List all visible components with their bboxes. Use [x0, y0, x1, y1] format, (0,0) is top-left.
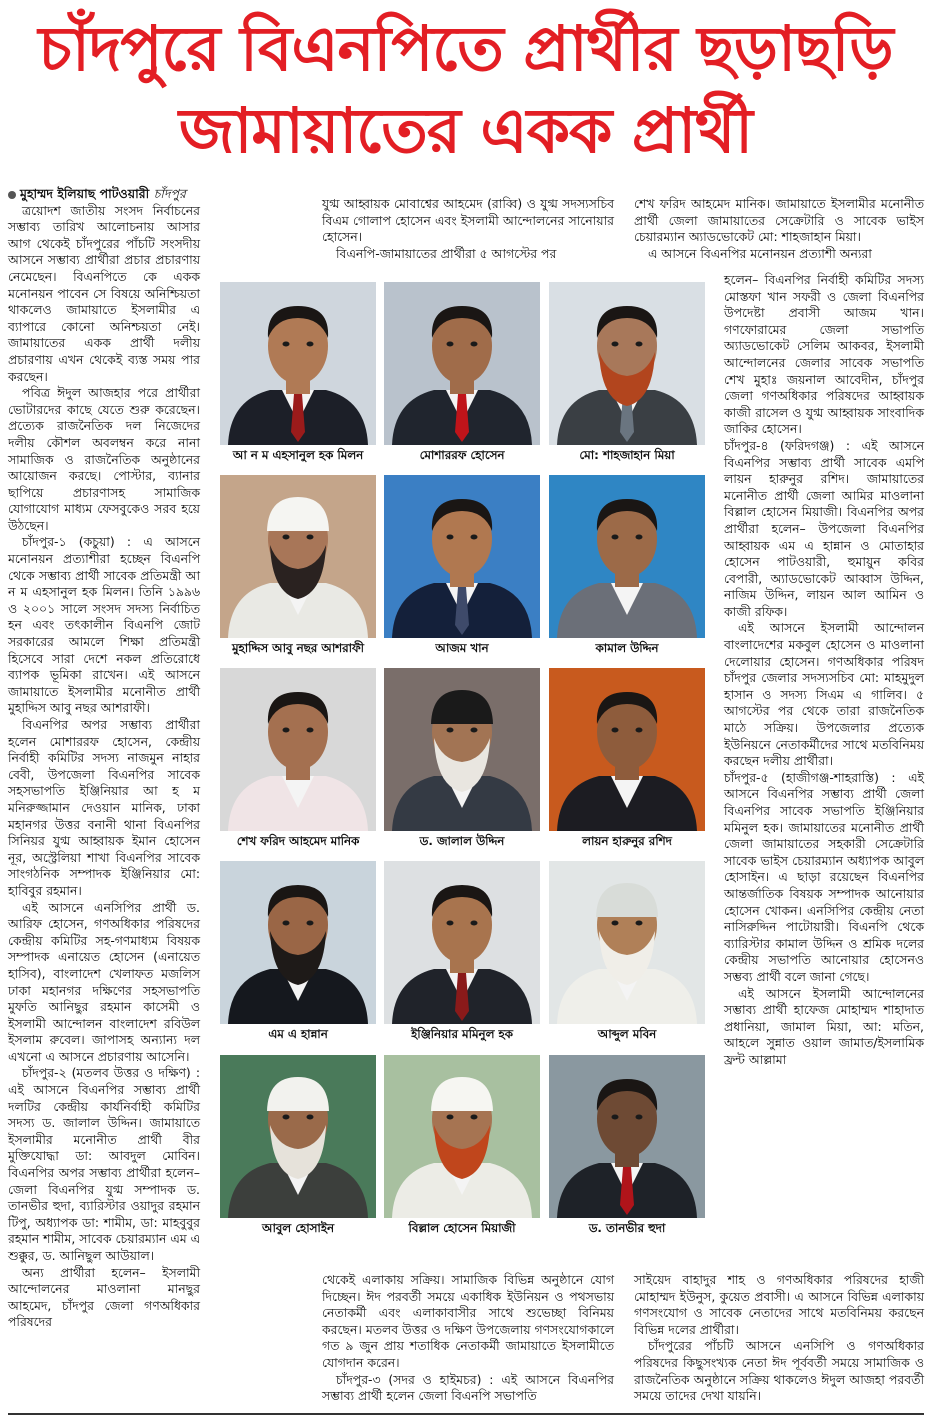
portrait-illustration	[384, 282, 540, 445]
paragraph: বিএনপির অপর সম্ভাব্য প্রার্থীরা হলেন মোশাররফ হোসেন, কেন্দ্রীয় নির্বাহী কমিটির সদস্য নাজমুন নাহার বেবী, উপজেলা বিএনপির সাবেক সহসভাপতি ইঞ্জিনিয়ার আ হ ম মনিরুজ্জামান দেওয়ান মানিক, ঢাকা মহানগর উত্তর বনানী থানা বিএনপির সিনিয়র যুগ্ম আহ্বায়ক ইমান হোসেন নূর, অস্ট্রেলিয়া শাখা বিএনপির সাবেক সাংগঠনিক সম্পাদক ইঞ্জিনিয়ার মো: হাবিবুর রহমান।	[8, 717, 200, 898]
portrait-illustration	[384, 1055, 540, 1218]
candidate-photo	[384, 475, 540, 638]
portrait-illustration	[220, 475, 376, 638]
photo-caption: ইঞ্জিনিয়ার মমিনুল হক	[411, 1027, 513, 1041]
candidate-photo	[220, 861, 376, 1024]
photo-caption: বিল্লাল হোসেন মিয়াজী	[408, 1221, 516, 1235]
paragraph: চাঁদপুর-৩ (সদর ও হাইমচর) : এই আসনে বিএনপির সম্ভাব্য প্রার্থী হলেন জেলা বিএনপি সভাপতি	[322, 1371, 614, 1404]
portrait-illustration	[220, 1055, 376, 1218]
candidate-photo	[384, 861, 540, 1024]
candidate-photo	[384, 282, 540, 445]
photo-caption: ড. জালাল উদ্দিন	[419, 834, 505, 848]
portrait-illustration	[220, 668, 376, 831]
portrait-illustration	[384, 861, 540, 1024]
article-column-3-bottom	[634, 1272, 924, 1405]
candidate-photo	[220, 475, 376, 638]
paragraph: চাঁদপুর-২ (মতলব উত্তর ও দক্ষিণ) : এই আসনে বিএনপির সম্ভাব্য প্রার্থী দলটির কেন্দ্রীয় কার্যনির্বাহী কমিটির সদস্য ড. জালাল উদ্দিন। জামায়াতে ইসলামীর মনোনীত প্রার্থী বীর মুক্তিযোদ্ধা ডা: আবদুল মোবিন। বিএনপির অপর সম্ভাব্য প্রার্থীরা হলেন– জেলা বিএনপির যুগ্ম সম্পাদক ড. তানভীর হুদা, ব্যারিস্টার ওয়াদুর রহমান টিপু, অধ্যাপক ডা: শামীম, ডা: মাহবুবুর রহমান শামীম, সাবেক চেয়ারম্যান এম এ শুক্কুর, ড. আনিছুল আউয়াল।	[8, 1065, 200, 1263]
photo-caption: শেখ ফরিদ আহমেদ মানিক	[236, 834, 360, 848]
bullet-icon	[8, 191, 16, 199]
paragraph: এই আসনে ইসলামী আন্দোলনের সম্ভাব্য প্রার্থী হাফেজ মোহাম্মদ শাহাদাত প্রধানিয়া, জামাল মিয়া, আ: মতিন, আহলে সুন্নাত ওয়াল জামাত/ইসলামিক ফ্রন্ট আল্লামা	[724, 985, 924, 1067]
photo-caption: ড. তানভীর হুদা	[588, 1221, 666, 1235]
candidate-photo	[549, 861, 705, 1024]
photo-caption: আজম খান	[435, 641, 489, 655]
portrait-illustration	[549, 475, 705, 638]
article-column-3-side	[724, 272, 924, 1069]
portrait-illustration	[384, 668, 540, 831]
photo-caption: মোশাররফ হোসেন	[419, 448, 505, 462]
candidate-photo	[549, 1055, 705, 1218]
paragraph: হলেন– বিএনপির নির্বাহী কমিটির সদস্য মোস্তফা খান সফরী ও জেলা বিএনপির উপদেষ্টা প্রবাসী আজম খান। গণফোরামের জেলা সভাপতি অ্যাডভোকেট সেলিম আকবর, ইসলামী আন্দোলনের জেলার সাবেক সভাপতি শেখ মুহাঃ জয়নাল আবেদীন, চাঁদপুর জেলা গণঅধিকার পরিষদের আহ্বায়ক কাজী রাসেল ও যুগ্ম আহ্বায়ক সাংবাদিক জাকির হোসেন।	[724, 272, 924, 437]
article-column-2-bottom	[322, 1272, 614, 1405]
byline-author: মুহাম্মদ ইলিয়াছ পাটওয়ারী	[20, 186, 150, 201]
photo-caption: লায়ন হারুনুর রশিদ	[582, 834, 672, 848]
paragraph: অন্য প্রার্থীরা হলেন– ইসলামী আন্দোলনের মাওলানা মানছুর আহমেদ, চাঁদপুর জেলা গণঅধিকার পরিষদের	[8, 1264, 200, 1330]
byline	[8, 186, 200, 203]
paragraph: বিএনপি-জামায়াতের প্রার্থীরা ৫ আগস্টের পর	[336, 245, 557, 261]
paragraph: এই আসনে ইসলামী আন্দোলন বাংলাদেশের মকবুল হোসেন ও মাওলানা দেলোয়ার হোসেন। গণঅধিকার পরিষদ চাঁদপুর জেলার সদস্যসচিব মো: মাহমুদুল হাসান ও সদস্য সিএম এ গালিব। ৫ আগস্টের পর থেকে তারা রাজনৈতিক মাঠে সক্রিয়। উপজেলার প্রত্যেক ইউনিয়নে নেতাকর্মীদের সাথে মতবিনিময় করছেন দলীয় প্রার্থীরা।	[724, 620, 924, 769]
portrait-illustration	[549, 1055, 705, 1218]
candidate-photo	[549, 282, 705, 445]
portrait-illustration	[220, 861, 376, 1024]
paragraph: চাঁদপুর-৪ (ফরিদগঞ্জ) : এই আসনে বিএনপির সম্ভাব্য প্রার্থী সাবেক এমপি লায়ন হারুনুর রশিদ। জামায়াতের মনোনীত প্রার্থী জেলা আমির মাওলানা বিল্লাল হোসেন মিয়াজী। বিএনপির অপর প্রার্থীরা হলেন– উপজেলা বিএনপির আহ্বায়ক এম এ হান্নান ও মোতাহার হোসেন পাটওয়ারী, হুমায়ুন কবির বেপারী, অ্যাডভোকেট আব্বাস উদ্দিন, নাজিম উদ্দিন, লায়ন আল আমিন ও কাজী রফিক।	[724, 437, 924, 619]
paragraph: এ আসনে বিএনপির মনোনয়ন প্রত্যাশী অন্যরা	[648, 245, 872, 261]
paragraph: চাঁদপুর-৫ (হাজীগঞ্জ-শাহরাস্তি) : এই আসনে বিএনপির সম্ভাব্য প্রার্থী জেলা বিএনপির সাবেক সভাপতি ইঞ্জিনিয়ার মমিনুল হক। জামায়াতের মনোনীত প্রার্থী জেলা জামায়াতের সহকারী সেক্রেটারি সাবেক ভাইস চেয়ারম্যান অধ্যাপক আবুল হোসাইন। এ ছাড়া রয়েছেন বিএনপির আন্তর্জাতিক বিষয়ক সম্পাদক আনোয়ার হোসেন খোকন। এনসিপির কেন্দ্রীয় নেতা নাসিরুদ্দিন পাটোয়ারী। বিএনপি থেকে ব্যারিস্টার কামাল উদ্দিন ও শ্রমিক দলের কেন্দ্রীয় সভাপতি আনোয়ার হোসেনও সম্ভব্য প্রার্থী বলে জানা গেছে।	[724, 769, 924, 984]
paragraph: সাইয়েদ বাহাদুর শাহ ও গণঅধিকার পরিষদের হাজী মোহাম্মদ ইউনুস, কুয়েত প্রবাসী। এ আসনে বিভিন্ন এলাকায় গণসংযোগ ও সাবেক নেতাদের সাথে মতবিনিময় করছেন বিভিন্ন দলের প্রার্থীরা।	[634, 1272, 924, 1337]
paragraph: চাঁদপুরের পাঁচটি আসনে এনসিপি ও গণঅধিকার পরিষদের কিছুসংখ্যক নেতা ঈদ পূর্ববর্তী সময়ে সামাজিক ও রাজনৈতিক অনুষ্ঠানে সক্রিয় থাকলেও ঈদুল আজহা পরবর্তী সময়ে তাদের দেখা যায়নি।	[634, 1338, 924, 1404]
headline-line-1: চাঁদপুরে বিএনপিতে প্রার্থীর ছড়াছড়ি	[38, 12, 893, 85]
byline-city: চাঁদপুর	[153, 186, 186, 201]
bottom-divider	[8, 1413, 924, 1415]
paragraph: যুগ্ম আহ্বায়ক মোবাশ্বের আহমেদ (রাব্বি) ও যুগ্ম সদস্যসচিব বিএম গোলাপ হোসেন এবং ইসলামী আন্দোলনের সানোয়ার হোসেন।	[322, 196, 614, 245]
candidate-photo	[549, 668, 705, 831]
portrait-illustration	[220, 282, 376, 445]
photo-caption: মুহাদ্দিস আবু নছর আশরাফী	[231, 641, 365, 655]
photo-caption: আ ন ম এহসানুল হক মিলন	[232, 448, 364, 462]
candidate-photo	[384, 1055, 540, 1218]
candidate-photo	[549, 475, 705, 638]
portrait-illustration	[549, 282, 705, 445]
photo-caption: আবুল হোসাইন	[261, 1221, 335, 1235]
photo-caption: কামাল উদ্দিন	[595, 641, 659, 655]
paragraph: এই আসনে এনসিপির প্রার্থী ড. আরিফ হোসেন, গণঅধিকার পরিষদের কেন্দ্রীয় কমিটির সহ-গণমাধ্যম বিষয়ক সম্পাদক এনায়েত হোসেন (এনায়েত হাসিব), বাংলাদেশ খেলাফত মজলিস ঢাকা মহানগর দক্ষিণের সহসভাপতি মুফতি আনিছুর রহমান কাসেমী ও ইসলামী আন্দোলন বাংলাদেশ রবিউল ইসলাম রুবেল। জাপাসহ অন্যান্য দল এখনো এ আসনে প্রচারণায় আসেনি।	[8, 899, 200, 1064]
paragraph: পবিত্র ঈদুল আজহার পরে প্রার্থীরা ভোটারদের কাছে যেতে শুরু করেছেন। প্রত্যেক রাজনৈতিক দল নিজেদের দলীয় কৌশল অবলম্বন করে নানা সামাজিক ও রাজনৈতিক অনুষ্ঠানের আয়োজন করছে। পোস্টার, ব্যানার ছাপিয়ে প্রচারণাসহ সামাজিক যোগাযোগ মাধ্যম ফেসবুকেও সরব হয়ে উঠছেন।	[8, 385, 200, 533]
portrait-illustration	[549, 668, 705, 831]
paragraph: থেকেই এলাকায় সক্রিয়। সামাজিক বিভিন্ন অনুষ্ঠানে যোগ দিচ্ছেন। ঈদ পরবর্তী সময়ে একাধিক ইউনিয়ন ও পথসভায় নেতাকর্মী এবং এলাকাবাসীর সাথে শুভেচ্ছা বিনিময় করছেন। মতলব উত্তর ও দক্ষিণ উপজেলায় গণসংযোগকালে গত ৯ জুন প্রায় শতাধিক নেতাকর্মী জামায়াতে ইসলামীতে যোগদান করেন।	[322, 1272, 614, 1370]
article-column-3-top	[634, 196, 924, 262]
candidate-photo	[220, 668, 376, 831]
photo-caption: আব্দুল মবিন	[597, 1027, 657, 1041]
candidate-photo	[384, 668, 540, 831]
paragraph: চাঁদপুর-১ (কচুয়া) : এ আসনে মনোনয়ন প্রত্যাশীরা হচ্ছেন বিএনপি থেকে সম্ভাব্য প্রার্থী সাবেক প্রতিমন্ত্রী আ ন ম এহসানুল হক মিলন। তিনি ১৯৯৬ ও ২০০১ সালে সংসদ সদস্য নির্বাচিত হন এবং তৎকালীন বিএনপি জোট সরকারের আমলে শিক্ষা প্রতিমন্ত্রী হিসেবে সারা দেশে নকল প্রতিরোধে ব্যাপক ভূমিকা রাখেন। এই আসনে জামায়াতে ইসলামীর মনোনীত প্রার্থী মুহাদ্দিস আবু নছর আশরাফী।	[8, 534, 200, 716]
portrait-illustration	[384, 475, 540, 638]
headline-line-2: জামায়াতের একক প্রার্থী	[178, 94, 753, 167]
photo-caption: এম এ হান্নান	[268, 1027, 328, 1041]
paragraph: শেখ ফরিদ আহমেদ মানিক। জামায়াতে ইসলামীর মনোনীত প্রার্থী জেলা জামায়াতের সেক্রেটারি ও সাবেক ভাইস চেয়ারম্যান অ্যাডভোকেট মো: শাহজাহান মিয়া।	[634, 196, 924, 245]
article-column-1	[8, 186, 200, 1331]
portrait-illustration	[549, 861, 705, 1024]
candidate-photo	[220, 282, 376, 445]
paragraph: ত্রয়োদশ জাতীয় সংসদ নির্বাচনের সম্ভাব্য তারিখ আলোচনায় আসার আগ থেকেই চাঁদপুরের পাঁচটি সংসদীয় আসনে সম্ভাব্য প্রার্থীরা প্রচার প্রচারণায় নেমেছেন। বিএনপিতে কে একক মনোনয়ন পাবেন সে বিষয়ে অনিশ্চিয়তা থাকলেও জামায়াতে ইসলামীর এ ব্যাপারে কোনো অনিশ্চয়তা নেই। জামায়াতের একক প্রার্থী দলীয় প্রচারণায় এখন থেকেই ব্যস্ত সময় পার করছেন।	[8, 202, 200, 384]
candidate-photo	[220, 1055, 376, 1218]
photo-caption: মো: শাহজাহান মিয়া	[579, 448, 675, 462]
article-column-2-top	[322, 196, 614, 262]
